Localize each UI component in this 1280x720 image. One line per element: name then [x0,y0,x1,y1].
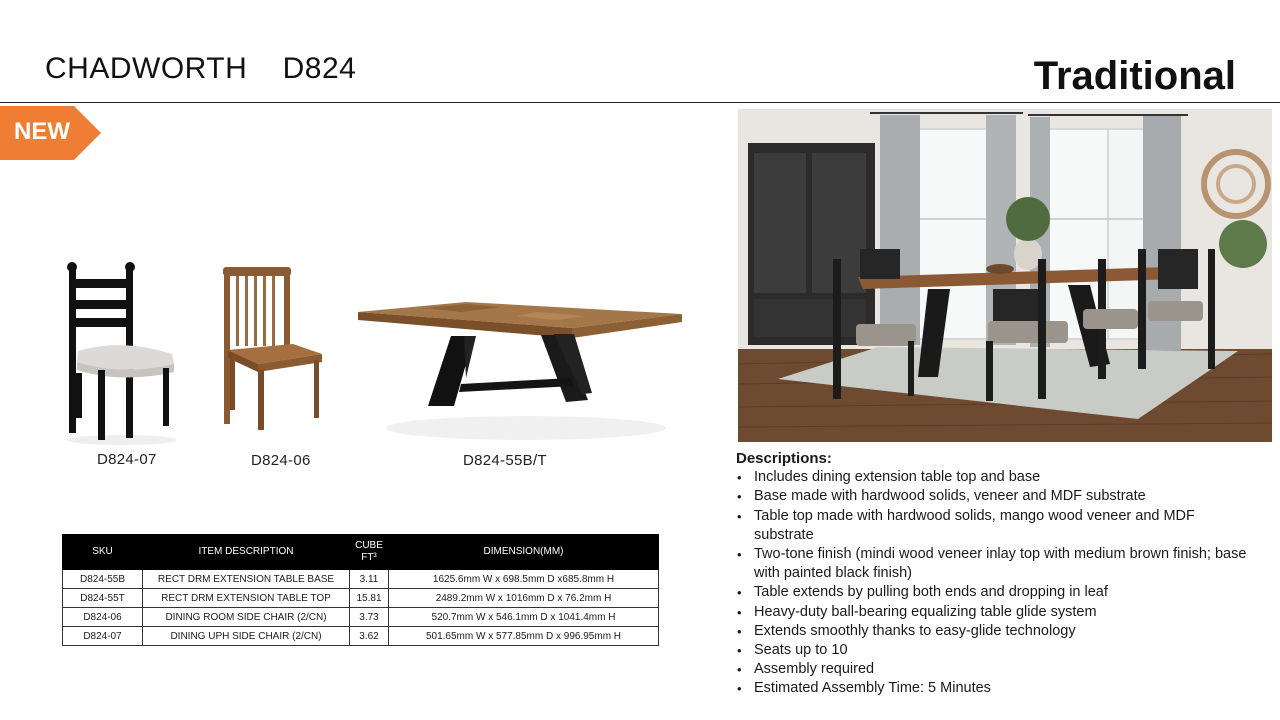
table-row [63,627,659,646]
header-sku: SKU [63,535,143,570]
header-item-description: ITEM DESCRIPTION [143,535,350,570]
list-item: • Heavy-duty ball-bearing equalizing table glide system [736,603,1256,622]
descriptions-title: Descriptions: [736,450,832,467]
list-item: • Extends smoothly thanks to easy-glide technology [736,622,1256,641]
cell-dimension: 501.65mm W x 577.85mm D x 996.95mm H [389,627,659,646]
cell-cube: 15.81 [350,589,389,608]
new-badge-label: NEW [14,118,70,145]
list-item: • Table extends by pulling both ends and dropping in leaf [736,583,1256,602]
header-cube [350,535,389,570]
product-label-chair-06: D824-06 [251,452,311,469]
header-divider [0,102,1280,103]
list-item: • Table top made with hardwood solids, mango wood veneer and MDF substrate [736,507,1256,545]
cell-cube: 3.73 [350,608,389,627]
cell-description: RECT DRM EXTENSION TABLE TOP [143,589,350,608]
list-item: • Seats up to 10 [736,641,1256,660]
list-item: • Base made with hardwood solids, veneer and MDF substrate [736,487,1256,506]
brown-slat-back-side-chair-icon [218,262,328,437]
table-row [63,589,659,608]
cell-description: RECT DRM EXTENSION TABLE BASE [143,570,350,589]
list-item: • Two-tone finish (mindi wood veneer inlay top with medium brown finish; base with painted black finish) [736,545,1256,583]
black-upholstered-side-chair-icon [52,258,182,448]
cell-dimension: 1625.6mm W x 698.5mm D x685.8mm H [389,570,659,589]
header-dimension: DIMENSION(MM) [389,535,659,570]
collection-title [45,52,356,86]
style-label: Traditional [1033,54,1236,98]
cell-description: DINING ROOM SIDE CHAIR (2/CN) [143,608,350,627]
descriptions-list [736,468,1256,698]
list-item: • Includes dining extension table top and base [736,468,1256,487]
product-label-table: D824-55B/T [463,452,547,469]
header-cube-unit: FT³ [361,552,377,563]
cell-sku: D824-55B [63,570,143,589]
spec-table-header-row [63,535,659,570]
collection-code: D824 [282,52,357,85]
cell-sku: D824-55T [63,589,143,608]
extension-dining-table-icon [356,298,686,448]
cell-dimension: 520.7mm W x 546.1mm D x 1041.4mm H [389,608,659,627]
cell-sku: D824-07 [63,627,143,646]
collection-name: CHADWORTH [45,52,248,85]
product-label-chair-07: D824-07 [97,451,157,468]
list-item: • Estimated Assembly Time: 5 Minutes [736,679,1256,698]
spec-table [62,534,659,646]
table-row [63,608,659,627]
list-item: • Assembly required [736,660,1256,679]
header-cube-label: CUBE [355,540,383,551]
cell-dimension: 2489.2mm W x 1016mm D x 76.2mm H [389,589,659,608]
table-row [63,570,659,589]
cell-cube: 3.11 [350,570,389,589]
dining-room-scene-icon [738,109,1272,442]
descriptions-block [736,449,1256,699]
cell-cube: 3.62 [350,627,389,646]
cell-description: DINING UPH SIDE CHAIR (2/CN) [143,627,350,646]
cell-sku: D824-06 [63,608,143,627]
